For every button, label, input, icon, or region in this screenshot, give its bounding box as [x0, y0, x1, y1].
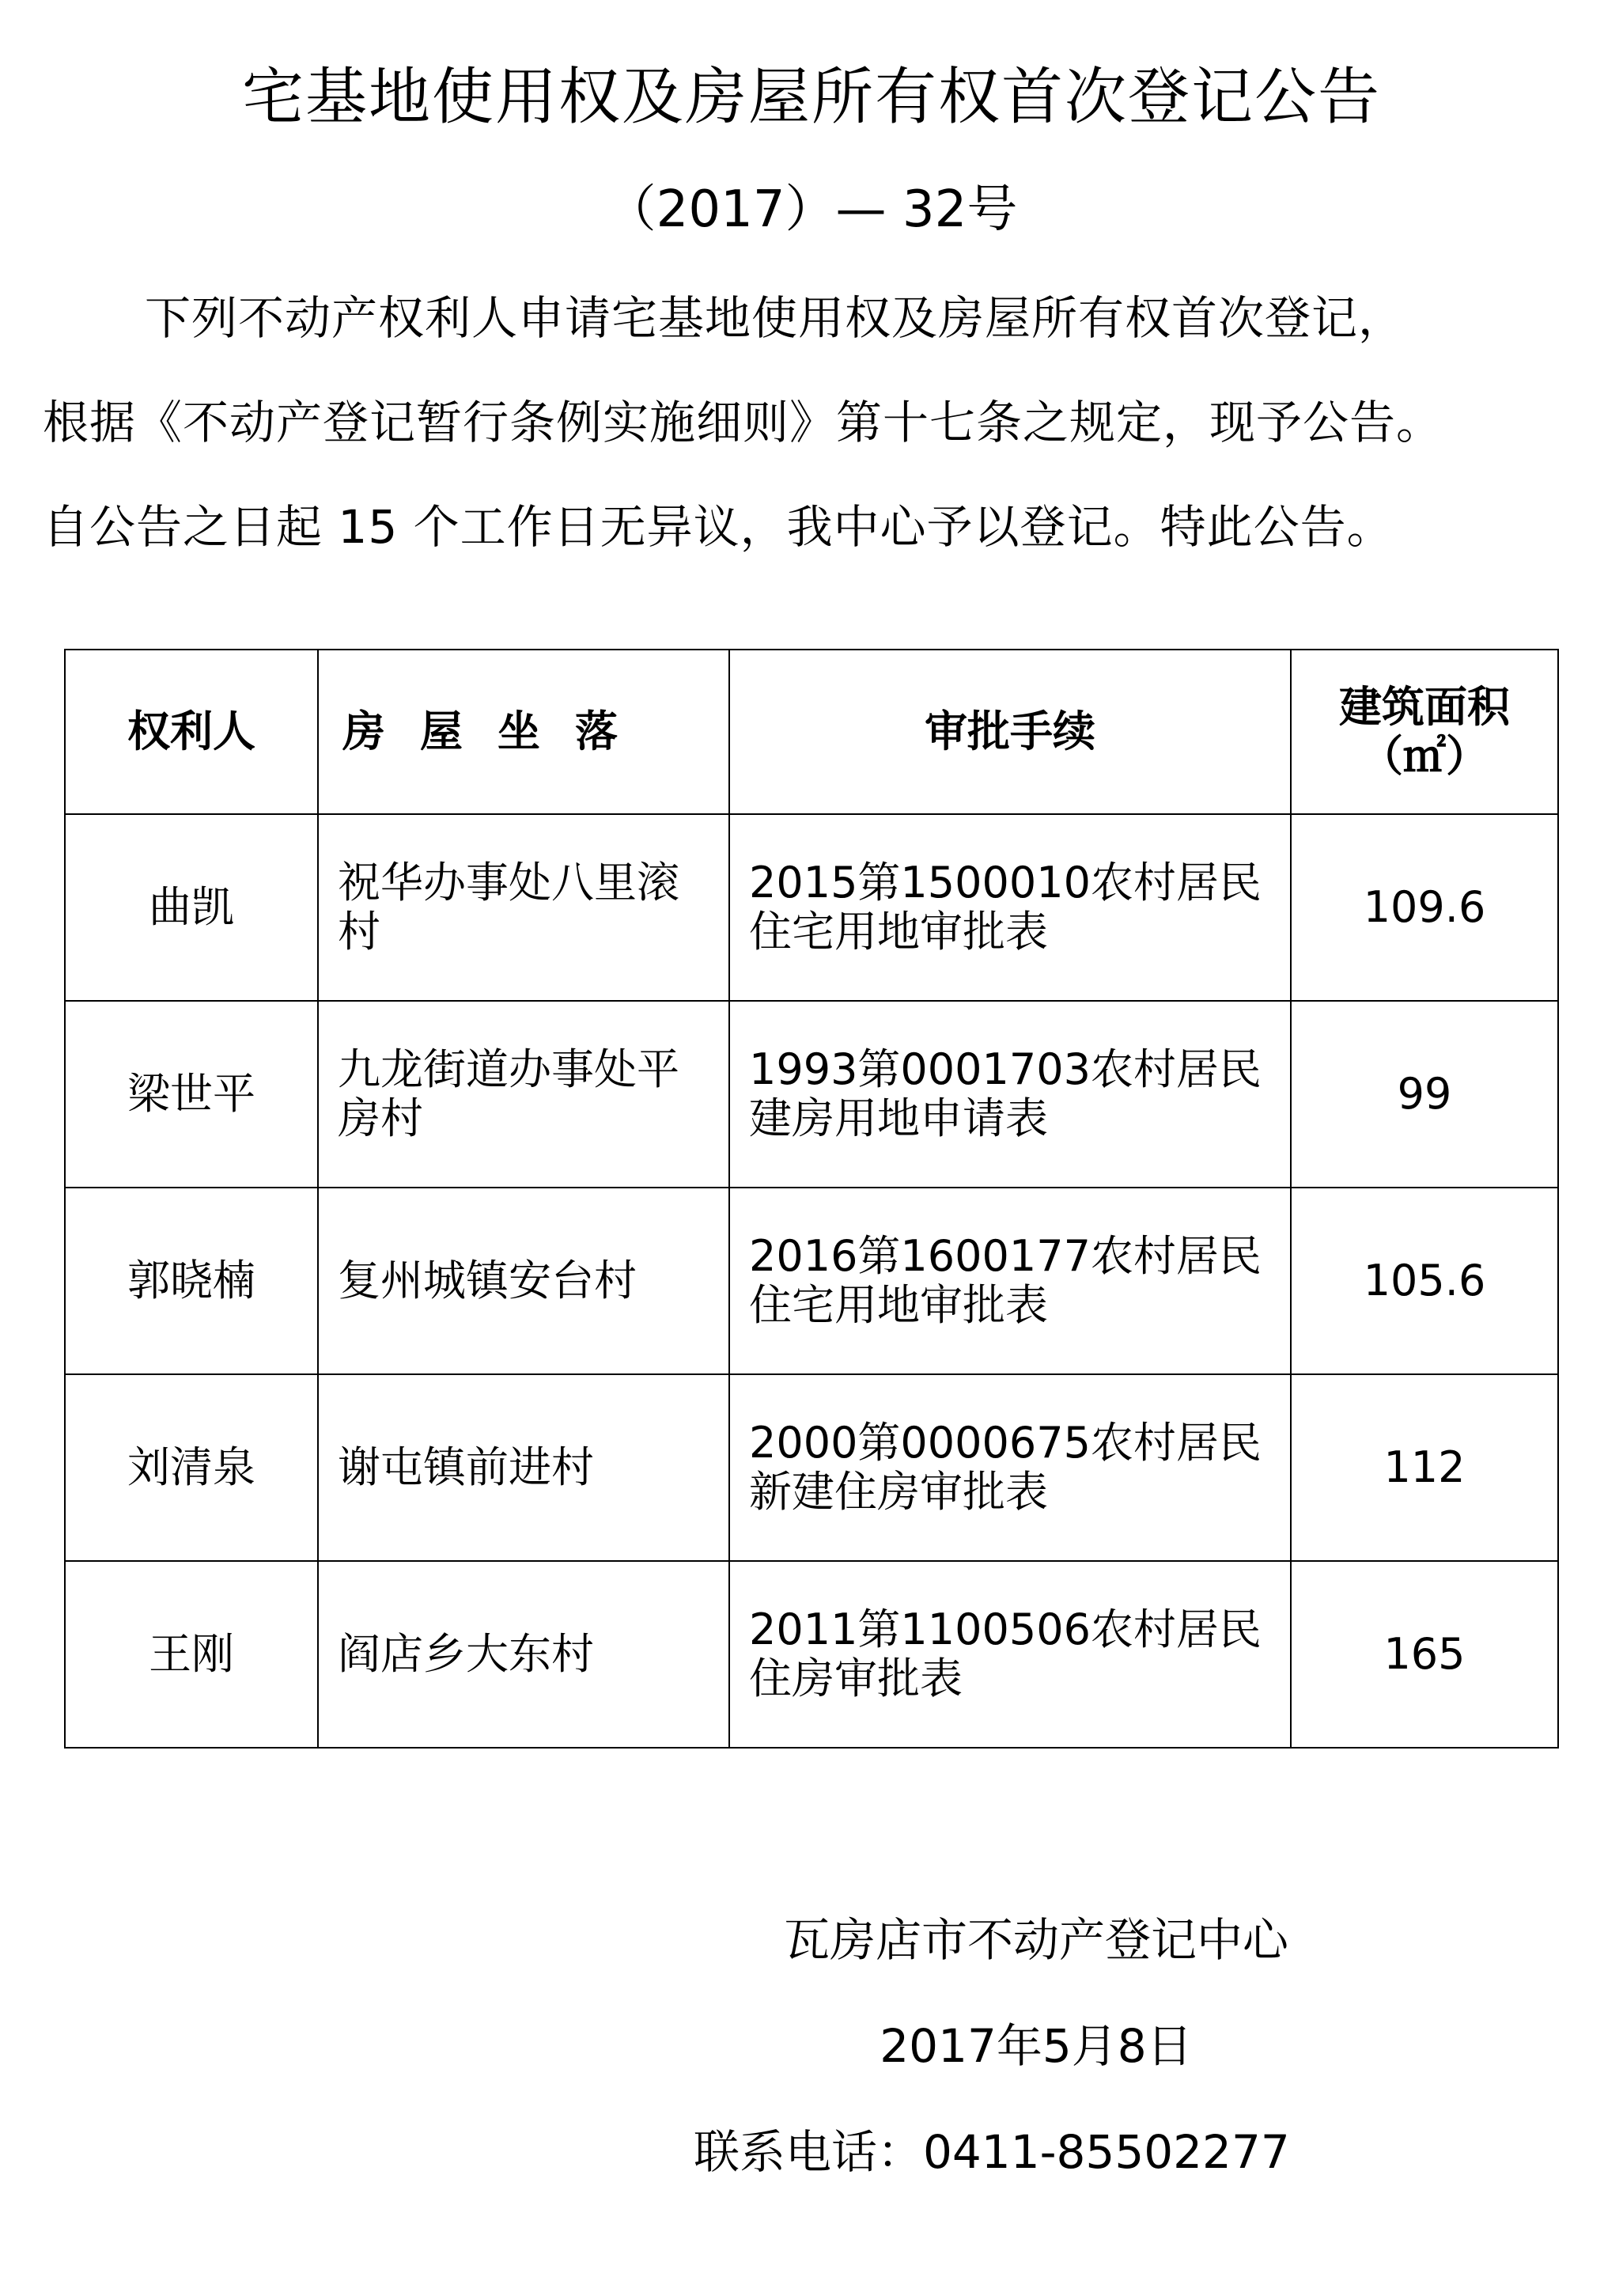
table-row: [65, 1561, 1558, 1748]
cell-location: 祝华办事处八里滚村: [318, 814, 729, 1001]
cell-holder: 王刚: [65, 1561, 318, 1748]
header-location: 房屋坐落: [318, 650, 729, 814]
page-title: 宅基地使用权及房屋所有权首次登记公告: [241, 62, 1381, 133]
contact-phone: 联系电话：0411-85502277: [694, 2125, 1290, 2179]
issue-date: 2017年5月8日: [880, 2019, 1193, 2073]
table-row: [65, 1188, 1558, 1374]
table-header-row: [65, 650, 1558, 814]
body-paragraph-line-3: 自公告之日起 15 个工作日无异议，我中心予以登记。特此公告。: [43, 500, 1394, 554]
cell-holder: 刘清泉: [65, 1374, 318, 1561]
body-paragraph-line-2: 根据《不动产登记暂行条例实施细则》第十七条之规定，现予公告。: [43, 396, 1443, 449]
cell-approval: 1993第0001703农村居民建房用地申请表: [729, 1001, 1291, 1188]
table-row: [65, 1374, 1558, 1561]
header-approval: 审批手续: [729, 650, 1291, 814]
cell-area: 112: [1291, 1374, 1558, 1561]
cell-holder: 郭晓楠: [65, 1188, 318, 1374]
cell-approval: 2015第1500010农村居民住宅用地审批表: [729, 814, 1291, 1001]
registration-table: [64, 649, 1559, 1749]
cell-area: 99: [1291, 1001, 1558, 1188]
cell-approval: 2011第1100506农村居民住房审批表: [729, 1561, 1291, 1748]
body-paragraph-line-1: 下列不动产权利人申请宅基地使用权及房屋所有权首次登记，: [145, 291, 1405, 345]
cell-holder: 梁世平: [65, 1001, 318, 1188]
table-row: [65, 814, 1558, 1001]
cell-area: 105.6: [1291, 1188, 1558, 1374]
cell-approval: 2016第1600177农村居民住宅用地审批表: [729, 1188, 1291, 1374]
header-area: [1291, 650, 1558, 814]
cell-location: 谢屯镇前进村: [318, 1374, 729, 1561]
table-row: [65, 1001, 1558, 1188]
cell-location: 九龙街道办事处平房村: [318, 1001, 729, 1188]
header-area-label: 建筑面积: [1339, 682, 1510, 732]
issuer-name: 瓦房店市不动产登记中心: [783, 1913, 1288, 1967]
document-number: （2017）— 32号: [605, 180, 1018, 239]
cell-location: 复州城镇安台村: [318, 1188, 729, 1374]
cell-approval: 2000第0000675农村居民新建住房审批表: [729, 1374, 1291, 1561]
cell-area: 109.6: [1291, 814, 1558, 1001]
cell-location: 阎店乡大东村: [318, 1561, 729, 1748]
header-area-unit: （㎡）: [1360, 731, 1489, 781]
cell-area: 165: [1291, 1561, 1558, 1748]
header-holder: 权利人: [65, 650, 318, 814]
cell-holder: 曲凯: [65, 814, 318, 1001]
